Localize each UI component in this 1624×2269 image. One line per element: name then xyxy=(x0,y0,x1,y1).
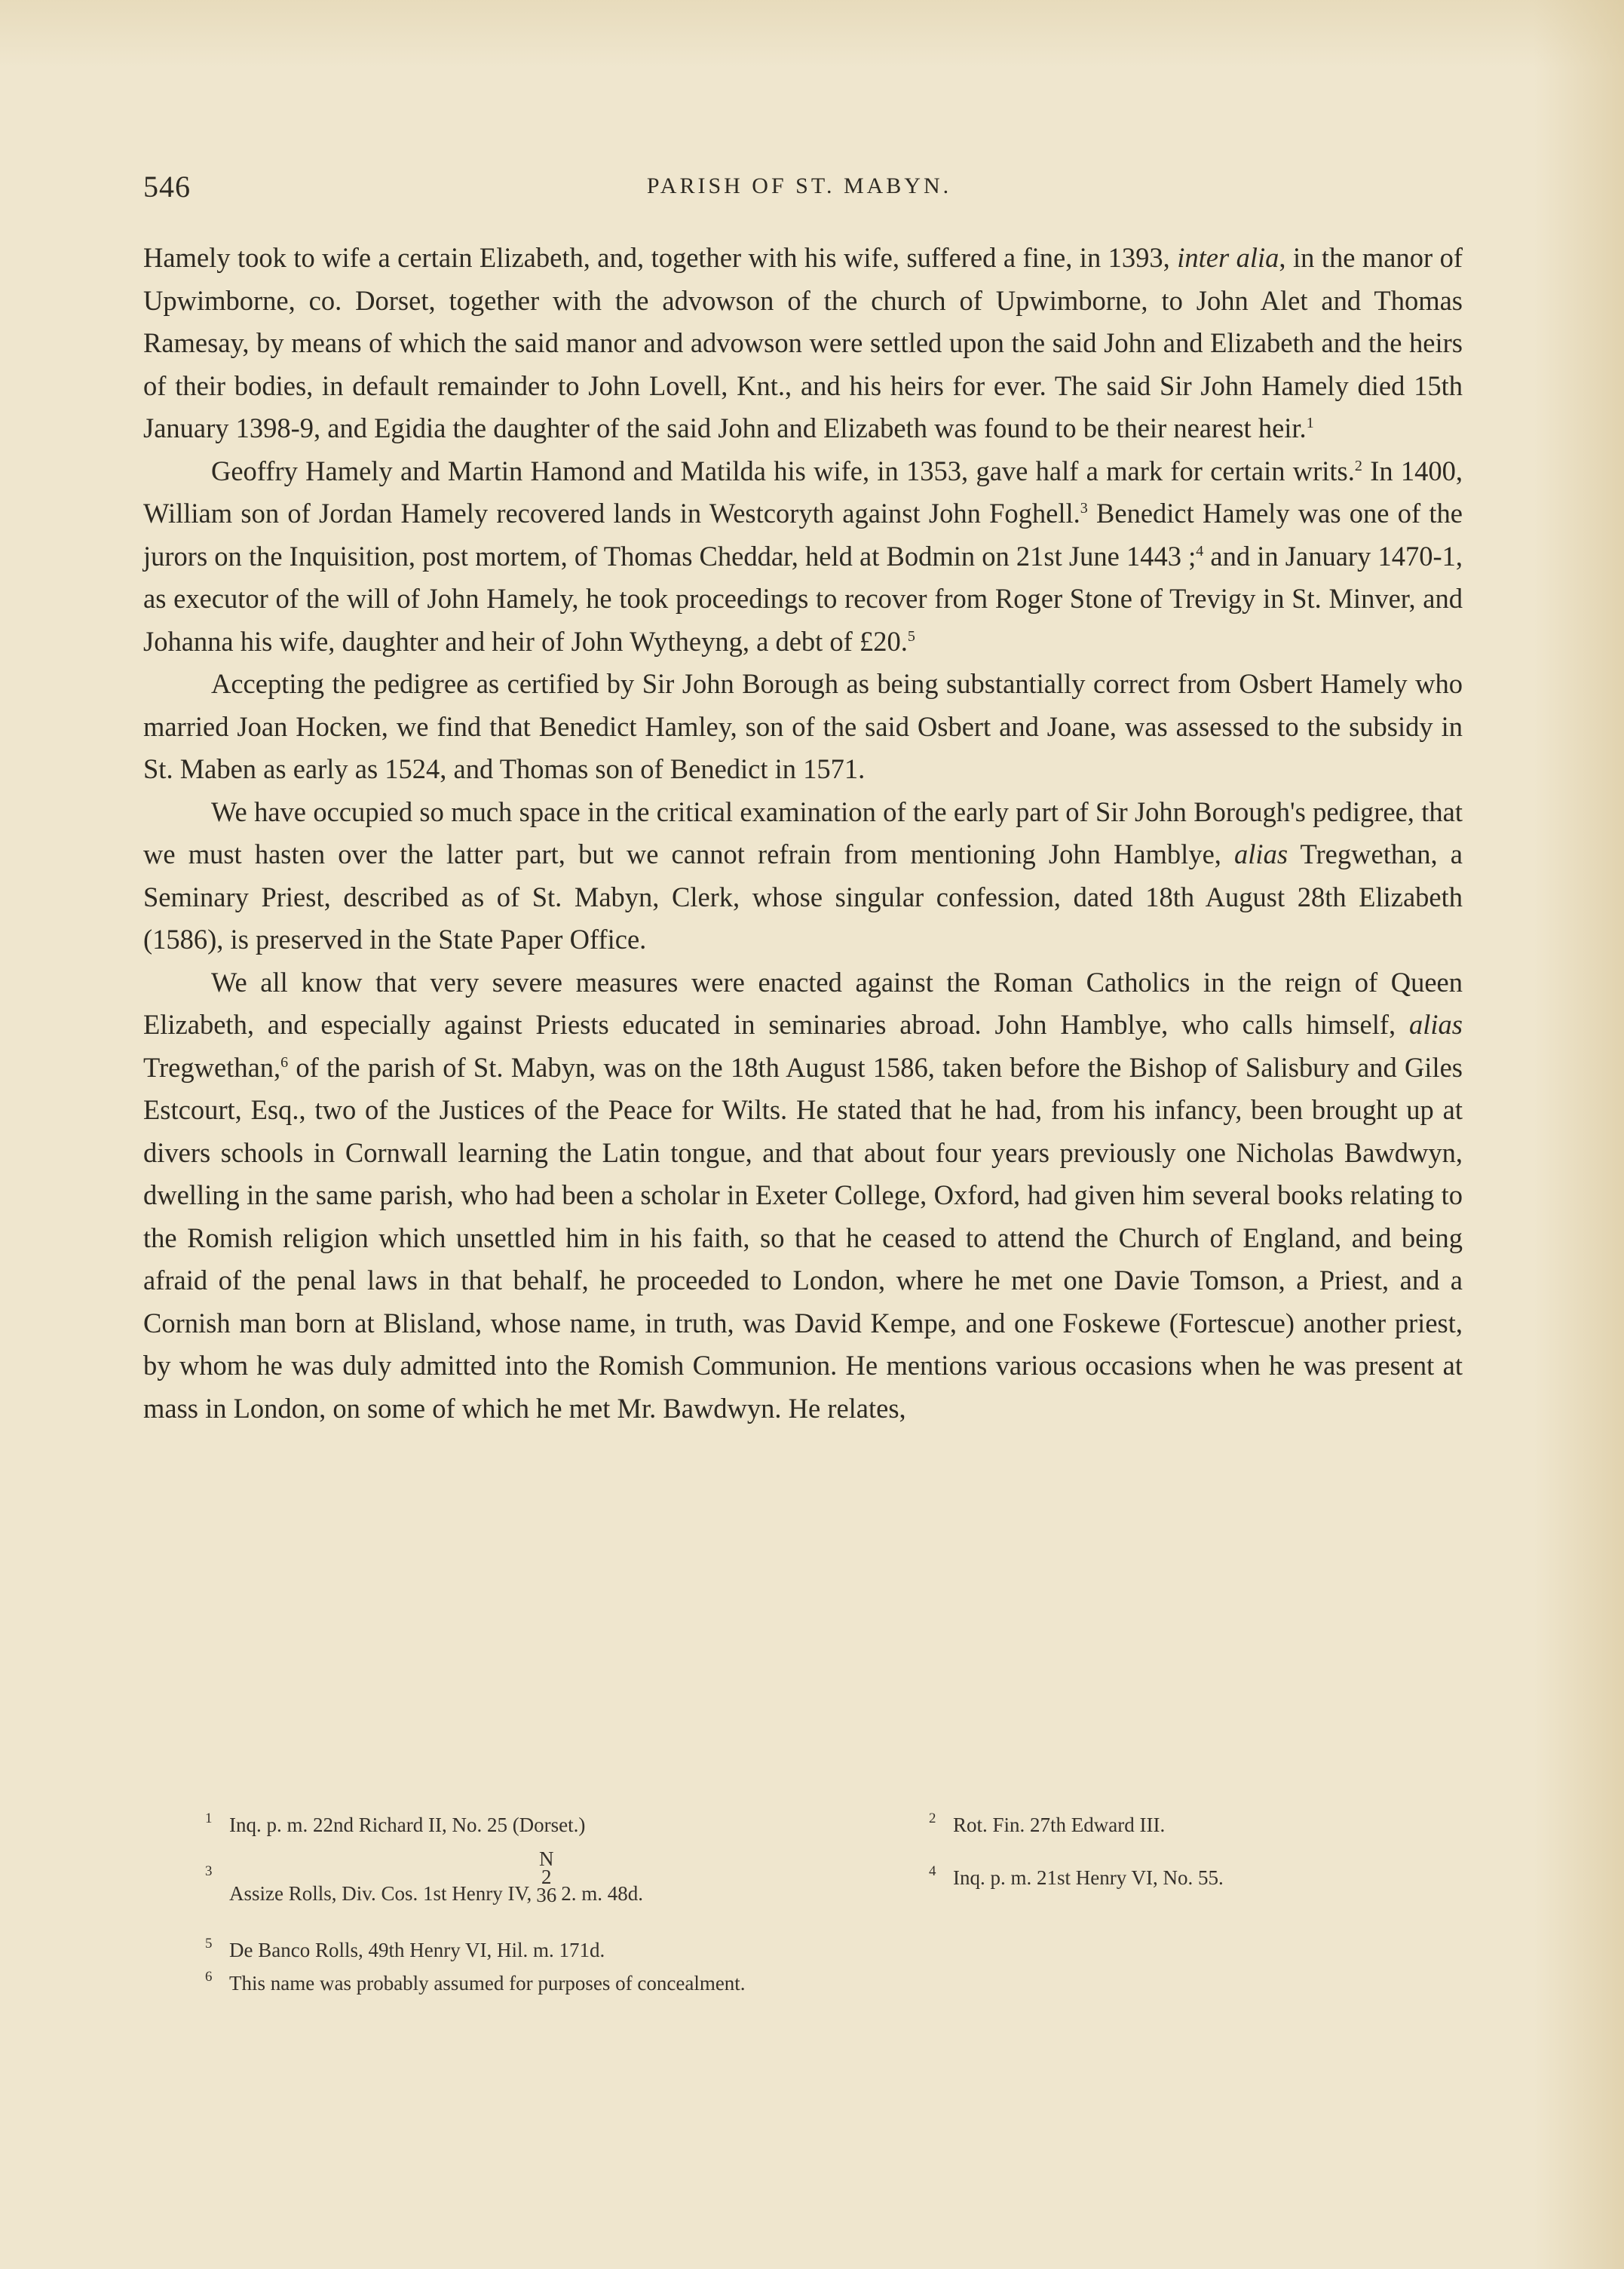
text-run: We all know that very severe measures were enacted against the Roman Catholics in the reign of Queen Elizabeth, and especially against Priests educated in seminaries abroad. John Hamblye, who calls himself, xyxy=(143,966,1463,1040)
footnote-number: 1 xyxy=(205,1811,213,1826)
stack-top: N xyxy=(539,1847,554,1870)
paragraph-3: Accepting the pedigree as certified by Sir John Borough as being substantially correct from Osbert Hamely who married Joan Hocken, we find that Benedict Hamley, son of the said Osbert and Joane, was assessed to the subsidy in St. Maben as early as 1524, and Thomas son of Benedict in 1571. xyxy=(143,668,1463,784)
text-run: In 1400, William son of Jordan Hamely recovered lands in Westcoryth against John Foghell. xyxy=(143,455,1463,529)
text-run: , in the manor of Upwimborne, co. Dorset, together with the advowson of the church of Upwimborne, to John Alet and Thomas Ramesay, by means of which the said manor and advowson were settled upon the said John and Elizabeth and the heirs of their bodies, in default remainder to John Lovell, Knt., and his heirs for ever. The said Sir John Hamely died 15th January 1398-9, and Egidia the daughter of the said John and Elizabeth was found to be their nearest heir. xyxy=(143,242,1463,443)
text-run: of the parish of St. Mabyn, was on the 18th August 1586, taken before the Bishop of Salisbury and Giles Estcourt, Esq., two of the Justices of the Peace for Wilts. He stated that he had, from his infancy, been brought up at divers schools in Cornwall learning the Latin tongue, and that about four years previously one Nicholas Bawdwyn, dwelling in the same parish, who had been a scholar in Exeter College, Oxford, had given him several books relating to the Romish religion which unsettled him in his faith, so that he ceased to attend the Church of England, and being afraid of the penal laws in that behalf, he proceeded to London, where he met one Davie Tomson, a Priest, and a Cornish man born at Blisland, whose name, in truth, was David Kempe, and one Foskewe (Fortescue) another priest, by whom he was duly admitted into the Romish Communion. He mentions various occasions when he was present at mass in London, on some of which he met Mr. Bawdwyn. He relates, xyxy=(143,1051,1463,1424)
text-run: Hamely took to wife a certain Elizabeth, and, together with his wife, suffered a fine, in 1393, xyxy=(143,242,1178,273)
footnote-text: Inq. p. m. 21st Henry VI, No. 55. xyxy=(953,1866,1224,1889)
italic-phrase: alias xyxy=(1409,1009,1463,1040)
footnote-text: 2. m. 48d. xyxy=(561,1881,644,1905)
page-header xyxy=(143,169,1455,207)
footnote-text: Rot. Fin. 27th Edward III. xyxy=(953,1814,1166,1836)
text-run: We have occupied so much space in the critical examination of the early part of Sir John Borough's pedigree, that we must hasten over the latter part, but we cannot refrain from mentioning John Hamblye, xyxy=(143,796,1463,869)
paragraph-4 xyxy=(143,791,1463,961)
footnote-2 xyxy=(929,1811,1381,1837)
footnote-number: 3 xyxy=(205,1863,213,1879)
footnote-ref: 4 xyxy=(1196,542,1204,560)
footnote-6 xyxy=(205,1969,1381,1995)
text-run: Tregwethan, xyxy=(143,1051,281,1083)
footnote-1 xyxy=(205,1811,929,1837)
footnote-text-group xyxy=(229,1847,644,1921)
paragraph-2 xyxy=(143,450,1463,664)
paragraph-1 xyxy=(143,237,1463,450)
stack-middle: 2 xyxy=(541,1866,552,1888)
text-run: and in January 1470-1, as executor of the will of John Hamely, he took proceedings to recover from Roger Stone of Trevigy in St. Minver, and Johanna his wife, daughter and heir of John Wytheyng, a debt of £20. xyxy=(143,540,1463,657)
footnotes xyxy=(205,1811,1381,1995)
page-top-shading xyxy=(0,0,1624,68)
footnote-ref: 2 xyxy=(1354,457,1362,474)
footnote-number: 5 xyxy=(205,1936,213,1952)
footnote-ref: 3 xyxy=(1080,499,1088,517)
body-text xyxy=(143,237,1463,1430)
footnote-ref: 1 xyxy=(1306,414,1314,431)
footnote-text: Inq. p. m. 22nd Richard II, No. 25 (Dorset.) xyxy=(229,1814,586,1836)
footnote-number: 2 xyxy=(929,1811,936,1826)
fraction-stack xyxy=(536,1847,557,1906)
footnote-4 xyxy=(929,1863,1381,1890)
stack-bottom: 36 xyxy=(536,1884,557,1906)
text-run: Geoffry Hamely and Martin Hamond and Matilda his wife, in 1353, gave half a mark for certain writs. xyxy=(211,455,1355,486)
footnote-ref: 5 xyxy=(907,627,915,645)
footnote-ref: 6 xyxy=(280,1053,289,1071)
footnote-text: Assize Rolls, Div. Cos. 1st Henry IV, xyxy=(229,1881,532,1905)
footnote-text: This name was probably assumed for purposes of concealment. xyxy=(229,1972,746,1995)
footnote-number: 4 xyxy=(929,1863,936,1879)
italic-phrase: inter alia xyxy=(1177,242,1279,273)
page-number: 546 xyxy=(143,170,191,204)
page-edge-shading xyxy=(1534,0,1624,2269)
footnote-5 xyxy=(205,1936,1381,1972)
italic-phrase: alias xyxy=(1234,839,1288,869)
footnote-row xyxy=(205,1847,1381,1939)
footnote-3 xyxy=(205,1847,929,1921)
text-run: Benedict Hamely was one of the jurors on the Inquisition, post mortem, of Thomas Cheddar, held at Bodmin on 21st June 1443 ; xyxy=(143,498,1463,572)
paragraph-5 xyxy=(143,961,1463,1430)
footnote-text: De Banco Rolls, 49th Henry VI, Hil. m. 171d. xyxy=(229,1939,605,1961)
running-title: PARISH OF ST. MABYN. xyxy=(646,173,952,198)
footnote-row xyxy=(205,1811,1381,1870)
footnote-number: 6 xyxy=(205,1969,213,1985)
text-run: Tregwethan, a Seminary Priest, described as of St. Mabyn, Clerk, whose singular confession, dated 18th August 28th Elizabeth (1586), is preserved in the State Paper Office. xyxy=(143,839,1463,955)
